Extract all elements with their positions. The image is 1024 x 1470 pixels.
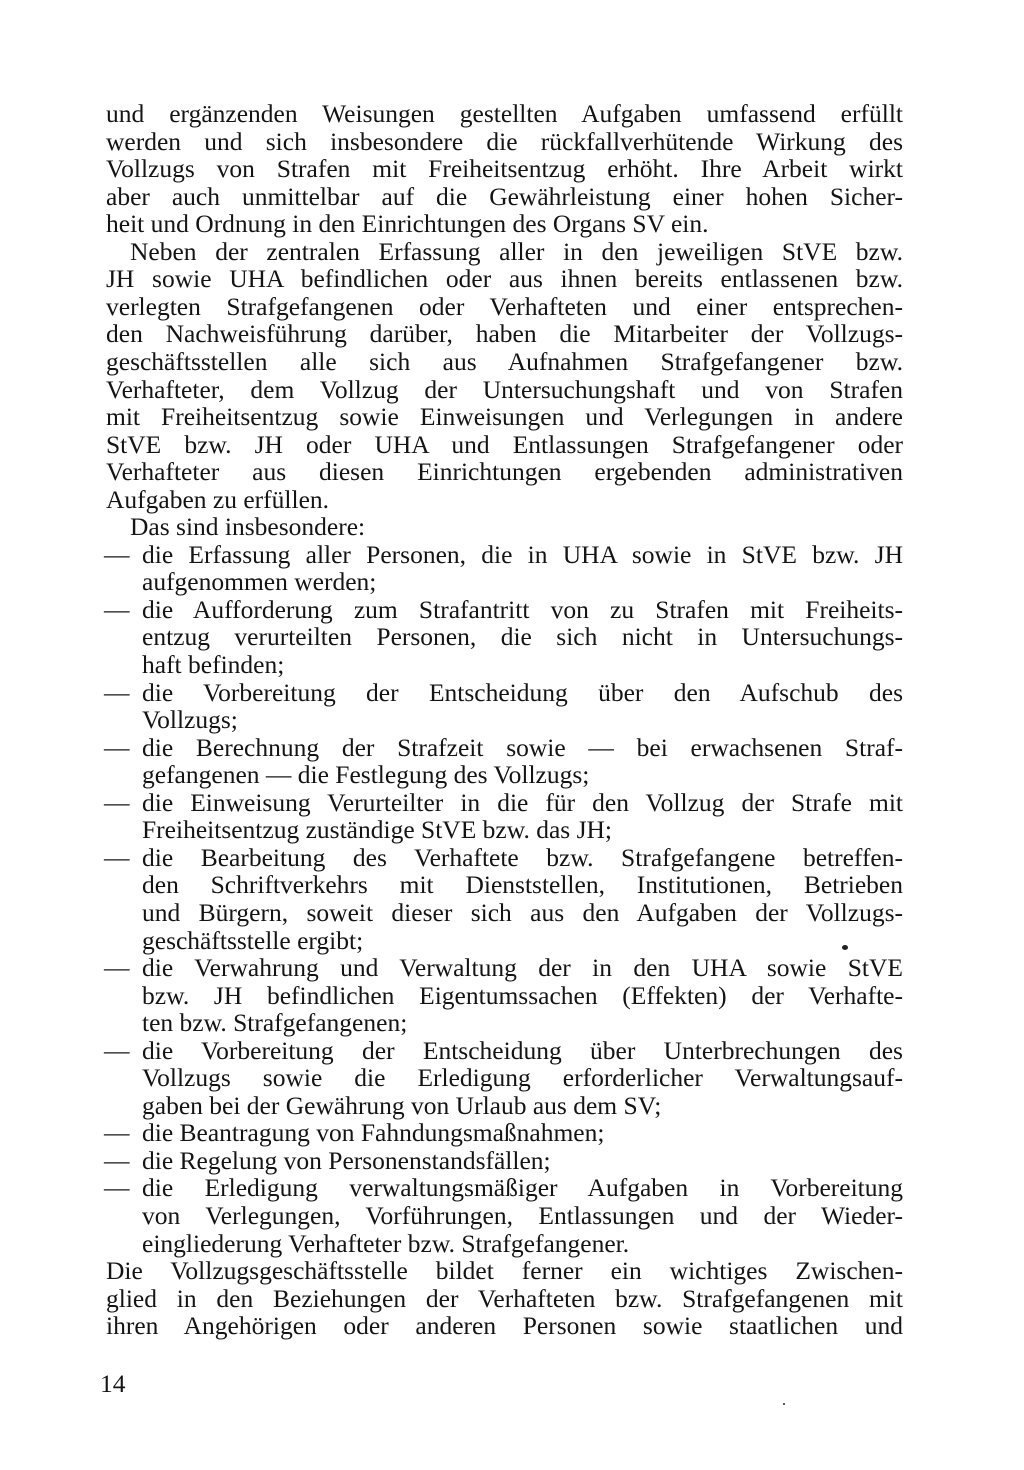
- paragraph-line: heit und Ordnung in den Einrichtungen des Organs SV ein.: [106, 209, 709, 239]
- list-item-line: die Vorbereitung der Entscheidung über Unterbrechungen des: [142, 1035, 903, 1065]
- paragraph-line: Verhafteter aus diesen Einrichtungen ergebenden administrativen: [106, 457, 903, 487]
- list-item-line: eingliederung Verhafteter bzw. Strafgefangener.: [142, 1228, 630, 1258]
- list-bullet-dash: —: [104, 1035, 130, 1065]
- list-item-line: geschäftsstelle ergibt;: [142, 925, 364, 955]
- list-item-line: haft befinden;: [142, 650, 285, 679]
- paragraph-line: werden und sich insbesondere die rückfallverhütende Wirkung des: [106, 126, 903, 156]
- list-item-line: die Vorbereitung der Entscheidung über den Aufschub des: [142, 677, 903, 707]
- list-item-line: die Regelung von Personenstandsfällen;: [142, 1145, 551, 1175]
- list-bullet-dash: —: [104, 1173, 130, 1203]
- list-item-line: gaben bei der Gewährung von Urlaub aus dem SV;: [142, 1090, 662, 1120]
- page-number: 14: [100, 1369, 126, 1398]
- list-item-line: die Erledigung verwaltungsmäßiger Aufgaben in Vorbereitung: [142, 1173, 903, 1203]
- list-item-line: die Einweisung Verurteilter in die für den Vollzug der Strafe mit: [142, 787, 903, 817]
- list-item-line: gefangenen — die Festlegung des Vollzugs;: [142, 760, 590, 790]
- list-bullet-dash: —: [104, 1118, 130, 1148]
- paragraph-line: Verhafteter, dem Vollzug der Untersuchungshaft und von Strafen: [106, 374, 903, 404]
- list-item-line: Vollzugs;: [142, 705, 238, 735]
- list-bullet-dash: —: [104, 594, 130, 624]
- list-item-line: bzw. JH befindlichen Eigentumssachen (Effekten) der Verhafte-: [142, 980, 903, 1010]
- list-bullet-dash: —: [104, 787, 130, 817]
- paragraph-line: Neben der zentralen Erfassung aller in den jeweiligen StVE bzw.: [130, 236, 903, 266]
- list-bullet-dash: —: [104, 842, 130, 872]
- paragraph-line: und ergänzenden Weisungen gestellten Aufgaben umfassend erfüllt: [106, 99, 903, 128]
- paragraph-line: glied in den Beziehungen der Verhafteten bzw. Strafgefangenen mit: [106, 1283, 903, 1313]
- list-bullet-dash: —: [104, 677, 130, 707]
- list-item-line: die Beantragung von Fahndungsmaßnahmen;: [142, 1118, 605, 1148]
- list-item-line: die Erfassung aller Personen, die in UHA sowie in StVE bzw. JH: [142, 539, 903, 569]
- paragraph-line: geschäftsstellen alle sich aus Aufnahmen Strafgefangener bzw.: [106, 346, 903, 376]
- list-item-line: und Bürgern, soweit dieser sich aus den Aufgaben der Vollzugs-: [142, 897, 903, 927]
- list-item-line: entzug verurteilten Personen, die sich nicht in Untersuchungs-: [142, 622, 903, 652]
- list-item-line: den Schriftverkehrs mit Dienststellen, Institutionen, Betrieben: [142, 870, 903, 900]
- list-item-line: die Bearbeitung des Verhaftete bzw. Strafgefangene betreffen-: [142, 842, 903, 872]
- list-bullet-dash: —: [104, 953, 130, 983]
- list-item-line: die Verwahrung und Verwaltung der in den UHA sowie StVE: [142, 953, 903, 983]
- list-bullet-dash: —: [104, 539, 130, 569]
- list-item-line: die Aufforderung zum Strafantritt von zu Strafen mit Freiheits-: [142, 594, 903, 624]
- list-item-line: die Berechnung der Strafzeit sowie — bei erwachsenen Straf-: [142, 732, 903, 762]
- list-item-line: von Verlegungen, Vorführungen, Entlassungen und der Wieder-: [142, 1201, 903, 1230]
- paragraph-line: StVE bzw. JH oder UHA und Entlassungen Strafgefangener oder: [106, 429, 903, 459]
- paragraph-line: Aufgaben zu erfüllen.: [106, 484, 330, 514]
- paragraph-line: den Nachweisführung darüber, haben die Mitarbeiter der Vollzugs-: [106, 319, 903, 349]
- print-speck: [783, 1403, 785, 1405]
- list-item-line: Freiheitsentzug zuständige StVE bzw. das JH;: [142, 815, 613, 845]
- list-item-line: ten bzw. Strafgefangenen;: [142, 1008, 408, 1038]
- list-item-line: Vollzugs sowie die Erledigung erforderlicher Verwaltungsauf-: [142, 1063, 903, 1093]
- list-bullet-dash: —: [104, 732, 130, 762]
- paragraph-line: ihren Angehörigen oder anderen Personen sowie staatlichen und: [106, 1311, 903, 1341]
- list-intro: Das sind insbesondere:: [130, 512, 366, 542]
- paragraph-line: Vollzugs von Strafen mit Freiheitsentzug erhöht. Ihre Arbeit wirkt: [106, 154, 903, 184]
- list-item-line: aufgenommen werden;: [142, 567, 377, 597]
- paragraph-line: JH sowie UHA befindlichen oder aus ihnen bereits entlassenen bzw.: [106, 264, 903, 294]
- list-bullet-dash: —: [104, 1145, 130, 1175]
- paragraph-line: Die Vollzugsgeschäftsstelle bildet ferner ein wichtiges Zwischen-: [106, 1256, 903, 1286]
- paragraph-line: mit Freiheitsentzug sowie Einweisungen und Verlegungen in andere: [106, 402, 903, 432]
- paragraph-line: aber auch unmittelbar auf die Gewährleistung einer hohen Sicher-: [106, 181, 903, 211]
- paragraph-line: verlegten Strafgefangenen oder Verhafteten und einer entsprechen-: [106, 291, 903, 321]
